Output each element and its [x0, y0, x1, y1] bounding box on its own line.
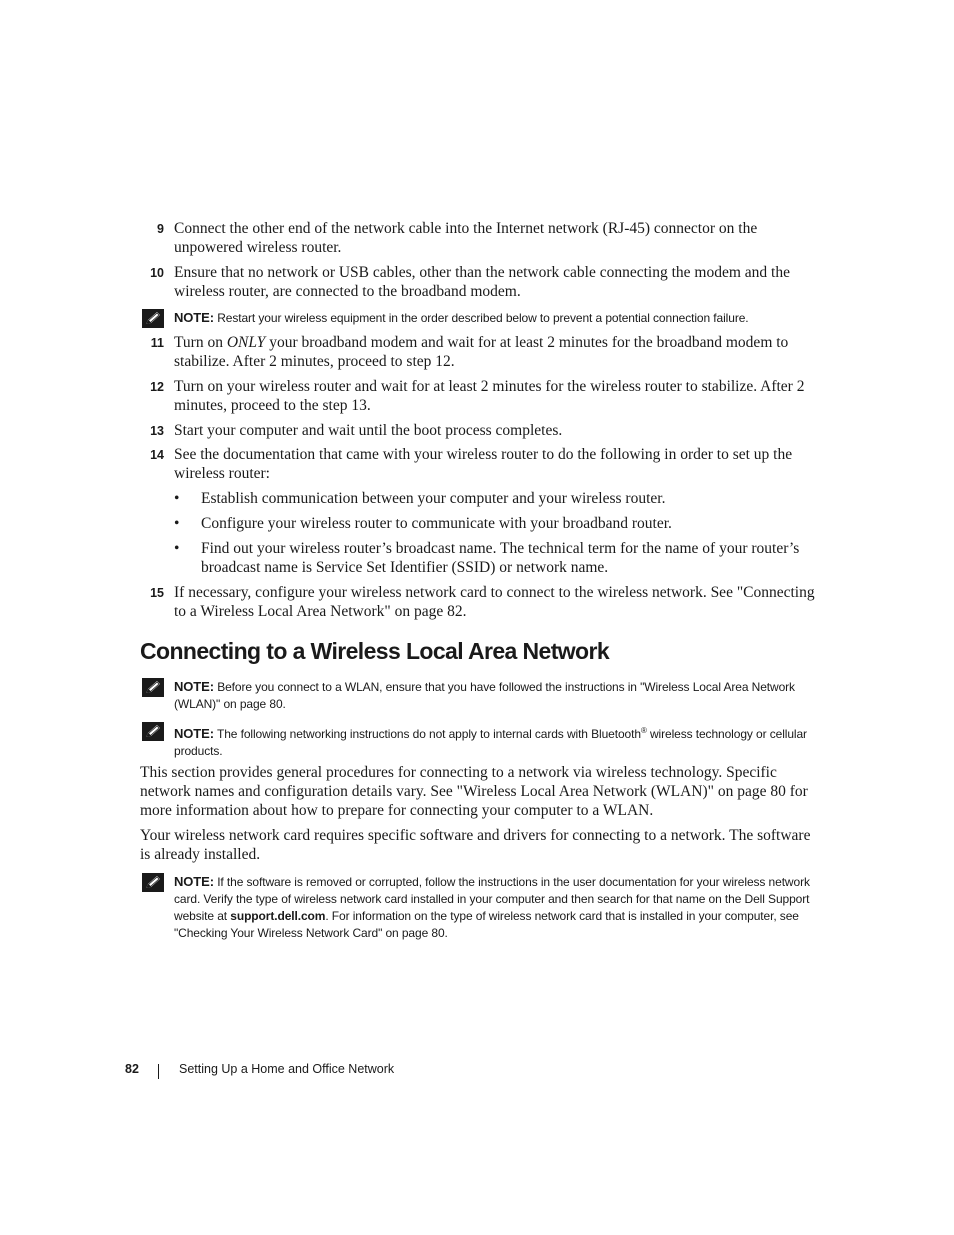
step-text-pre: Turn on	[174, 334, 227, 351]
step-number: 10	[150, 266, 164, 280]
step-text: Start your computer and wait until the boot process completes.	[174, 422, 563, 439]
note-label: NOTE:	[174, 726, 214, 741]
note-text-pre: If the software is removed or corrupted, follow the instructions in the user documentation for your wireless network card. Verify the type of wireless network card installed in your computer and then search for that name on the Dell Support website at	[174, 875, 810, 923]
step-text: Ensure that no network or USB cables, other than the network cable connecting the modem and the wireless router, are connected to the broadband modem.	[174, 264, 790, 300]
bullet-mark: •	[174, 490, 180, 507]
step-9	[140, 219, 815, 257]
support-link[interactable]: support.dell.com	[230, 909, 326, 923]
pencil-note-icon	[142, 722, 164, 741]
pencil-note-icon	[142, 309, 164, 328]
step-10	[140, 263, 815, 301]
body-paragraph: This section provides general procedures for connecting to a network via wireless technology. Specific network names and configuration details vary. See "Wireless Local Area Network (WLAN)" on page 80 for more information about how to prepare for connecting your computer to a WLAN.	[140, 764, 808, 819]
step-14	[140, 445, 815, 483]
step-text-emphasis: ONLY	[226, 334, 266, 351]
step-text: Turn on your wireless router and wait for at least 2 minutes for the wireless router to stabilize. After 2 minutes, proceed to the step 13.	[174, 378, 805, 414]
list-item	[174, 489, 814, 508]
step-11	[140, 333, 815, 371]
note-before-connect	[140, 678, 815, 713]
step-13	[140, 421, 815, 440]
note-software-removed	[140, 873, 815, 942]
footer-separator	[158, 1064, 159, 1079]
step-15	[140, 583, 815, 621]
footer-section-title: Setting Up a Home and Office Network	[179, 1062, 395, 1076]
list-item-text: Find out your wireless router’s broadcast name. The technical term for the name of your router’s broadcast name is Service Set Identifier (SSID) or network name.	[201, 540, 800, 576]
note-text-post: wireless technology or cellular products.	[174, 727, 807, 758]
step-12	[140, 377, 815, 415]
bullet-mark: •	[174, 515, 180, 532]
list-item	[174, 514, 814, 533]
note-text-post: . For information on the type of wireless network card that is installed in your computer, see "Checking Your Wireless Network Card" on page 80.	[174, 909, 799, 940]
step-text: If necessary, configure your wireless network card to connect to the wireless network. See "Connecting to a Wireless Local Area Network" on page 82.	[174, 584, 815, 620]
note-label: NOTE:	[174, 679, 214, 694]
step-number: 15	[150, 586, 164, 600]
page-number: 82	[125, 1062, 139, 1076]
step-number: 13	[150, 424, 164, 438]
note-restart	[140, 309, 815, 327]
note-text-pre: The following networking instructions do not apply to internal cards with Bluetooth	[216, 727, 641, 741]
list-item-text: Establish communication between your computer and your wireless router.	[201, 490, 666, 507]
step-text-post: your broadband modem and wait for at least 2 minutes for the broadband modem to stabilize. After 2 minutes, proceed to step 12.	[174, 334, 789, 370]
note-bluetooth	[140, 722, 815, 760]
note-label: NOTE:	[174, 310, 214, 325]
step-number: 12	[150, 380, 164, 394]
registered-mark: ®	[640, 726, 647, 735]
note-text: Before you connect to a WLAN, ensure that you have followed the instructions in "Wireless Local Area Network (WLAN)" on page 80.	[174, 680, 795, 711]
bullet-mark: •	[174, 540, 180, 557]
step-number: 11	[150, 336, 164, 350]
pencil-note-icon	[142, 873, 164, 892]
step-number: 9	[157, 222, 164, 236]
step-text: See the documentation that came with your wireless router to do the following in order to set up the wireless router:	[174, 446, 793, 482]
section-heading: Connecting to a Wireless Local Area Network	[140, 638, 610, 664]
body-paragraph: Your wireless network card requires specific software and drivers for connecting to a network. The software is already installed.	[140, 827, 811, 863]
list-item-text: Configure your wireless router to communicate with your broadband router.	[201, 515, 672, 532]
step-number: 14	[150, 448, 164, 462]
pencil-note-icon	[142, 678, 164, 697]
list-item	[174, 539, 814, 577]
step-text: Connect the other end of the network cable into the Internet network (RJ-45) connector on the unpowered wireless router.	[174, 220, 758, 256]
note-text: Restart your wireless equipment in the order described below to prevent a potential connection failure.	[217, 311, 749, 325]
note-label: NOTE:	[174, 874, 214, 889]
